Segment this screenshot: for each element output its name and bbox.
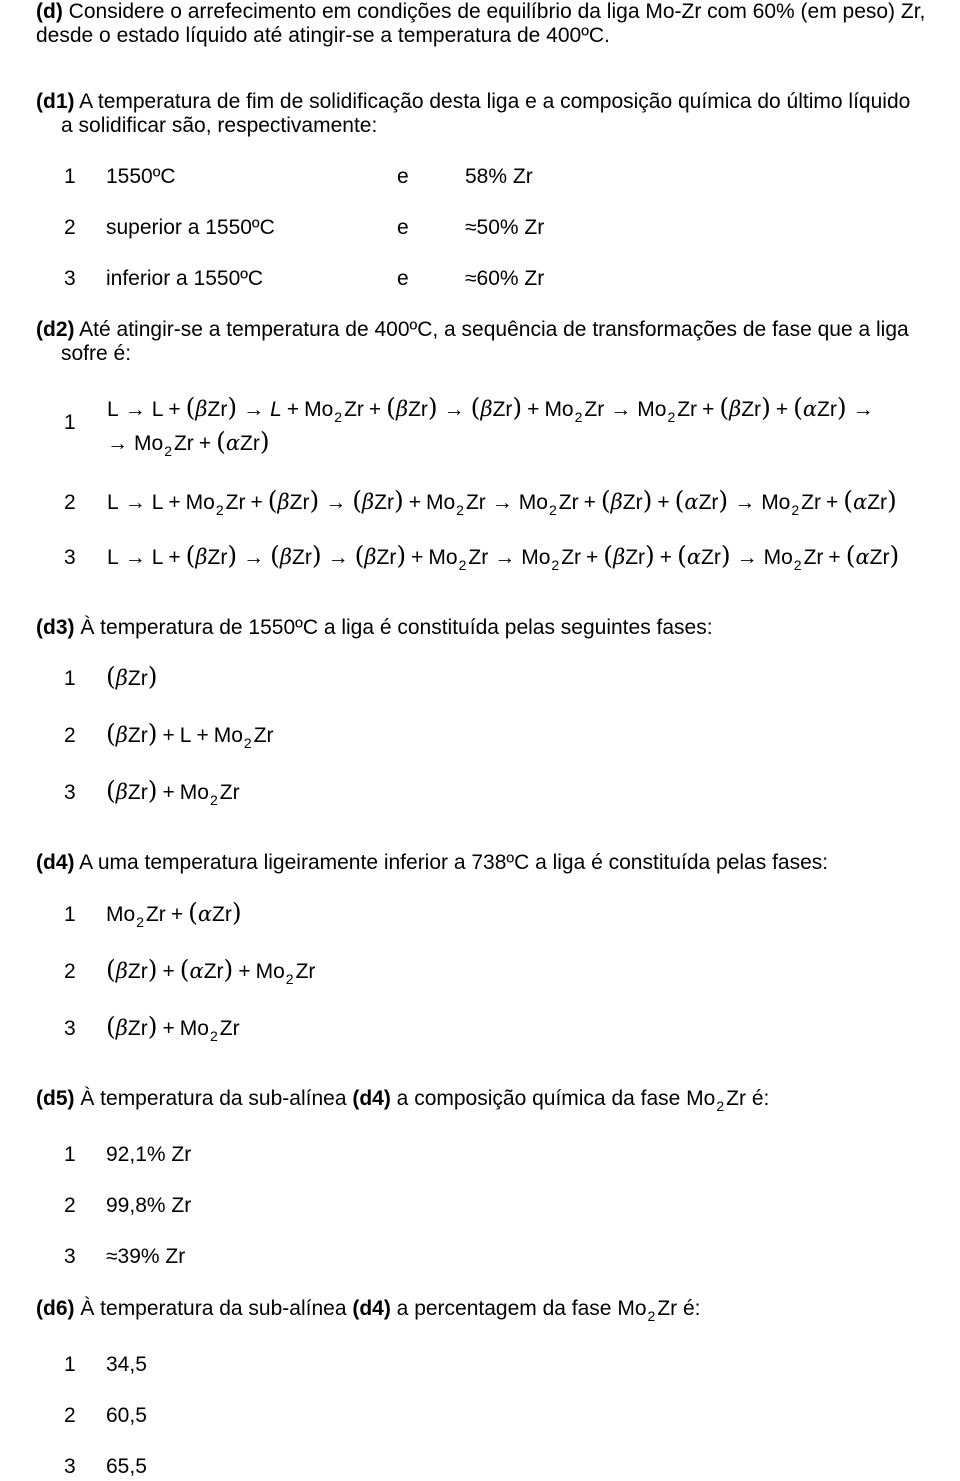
beta-symbol: β (480, 397, 493, 421)
zirconium-symbol: Zr (869, 546, 890, 569)
option-value: 65,5 (106, 1455, 147, 1478)
molybdenum-symbol: Mo (255, 960, 285, 983)
right-parenthesis: ) (147, 955, 158, 984)
arrow-icon: → (494, 546, 516, 569)
zirconium-symbol: Zr (465, 491, 486, 514)
d2-option-2-number[interactable]: 2 (64, 491, 76, 514)
molybdenum-symbol: Mo (617, 1297, 647, 1320)
right-parenthesis: ) (396, 541, 407, 570)
d6-question (36, 1297, 701, 1322)
zirconium-symbol: Zr (803, 546, 824, 569)
plus-sign: + (586, 546, 599, 569)
text-segment: À temperatura da sub-alínea (74, 1087, 353, 1110)
zirconium-symbol: Zr (212, 903, 232, 926)
beta-symbol: β (610, 490, 623, 514)
right-parenthesis: ) (231, 898, 242, 927)
text-segment: é: (677, 1297, 701, 1320)
alpha-symbol: α (802, 397, 818, 421)
liquid-symbol: L (270, 398, 282, 421)
molybdenum-symbol: Mo (761, 491, 791, 514)
right-parenthesis: ) (889, 541, 900, 570)
d2-option-3-sequence (107, 542, 899, 573)
text-segment: a percentagem da fase (390, 1297, 618, 1320)
left-parenthesis: ( (600, 486, 611, 515)
arrow-icon: → (124, 398, 146, 421)
arrow-icon: → (443, 398, 465, 421)
plus-sign: + (162, 781, 175, 804)
plus-sign: + (527, 398, 540, 421)
subscript-two: 2 (334, 409, 343, 425)
left-parenthesis: ( (843, 486, 854, 515)
option-number: 3 (64, 1245, 76, 1268)
molybdenum-symbol: Mo (179, 781, 209, 804)
right-parenthesis: ) (645, 541, 655, 570)
zirconium-symbol: Zr (207, 546, 228, 569)
beta-symbol: β (115, 780, 128, 804)
zirconium-symbol: Zr (240, 432, 260, 455)
option-value: 34,5 (106, 1353, 147, 1376)
d1-label: (d1) (36, 90, 75, 113)
left-parenthesis: ( (470, 393, 481, 422)
plus-sign: + (368, 398, 382, 421)
zirconium-symbol: Zr (698, 491, 719, 514)
arrow-icon: → (736, 546, 758, 569)
zirconium-symbol: Zr (468, 546, 489, 569)
zirconium-symbol: Zr (127, 960, 148, 983)
d2-option-3-number[interactable]: 3 (64, 546, 76, 569)
alpha-symbol: α (853, 490, 868, 514)
plus-sign: + (411, 546, 424, 569)
zirconium-symbol: Zr (561, 546, 582, 569)
option-composition: ≈50% Zr (465, 216, 545, 239)
right-parenthesis: ) (836, 393, 847, 422)
molybdenum-symbol: Mo (304, 398, 334, 421)
d5-label: (d5) (36, 1087, 75, 1110)
left-parenthesis: ( (386, 393, 396, 422)
beta-symbol: β (195, 545, 208, 569)
left-parenthesis: ( (845, 541, 856, 570)
arrow-icon: → (124, 491, 146, 514)
arrow-icon: → (734, 491, 756, 514)
left-parenthesis: ( (793, 393, 803, 422)
molybdenum-symbol: Mo (425, 491, 456, 514)
option-number: 2 (64, 1194, 76, 1217)
plus-sign: + (826, 491, 839, 514)
zirconium-symbol: Zr (344, 398, 364, 421)
arrow-icon: → (610, 398, 632, 421)
subscript-two: 2 (458, 557, 467, 573)
zirconium-symbol: Zr (817, 398, 837, 421)
subscript-two: 2 (574, 409, 583, 425)
d2-option-1-sequence-b (107, 428, 270, 459)
zirconium-symbol: Zr (726, 1087, 746, 1110)
zirconium-symbol: Zr (558, 491, 579, 514)
d3-option-2-phases (106, 720, 274, 751)
d4-label: (d4) (36, 851, 75, 874)
right-parenthesis: ) (147, 1012, 158, 1041)
right-parenthesis: ) (259, 427, 270, 456)
plus-sign: + (702, 398, 715, 421)
right-parenthesis: ) (227, 393, 238, 422)
plus-sign: + (238, 960, 251, 983)
left-parenthesis: ( (106, 1012, 116, 1041)
zirconium-symbol: Zr (203, 960, 224, 983)
right-parenthesis: ) (761, 393, 771, 422)
arrow-icon: → (243, 398, 265, 421)
question-d-line2: desde o estado líquido até atingir-se a temperatura de 400ºC. (36, 24, 610, 47)
plus-sign: + (162, 960, 175, 983)
right-parenthesis: ) (309, 486, 320, 515)
option-number: 1 (64, 1143, 76, 1166)
option-connector: e (397, 267, 409, 290)
left-parenthesis: ( (354, 541, 365, 570)
left-parenthesis: ( (188, 898, 198, 927)
d3-question (36, 616, 713, 640)
plus-sign: + (583, 491, 596, 514)
beta-symbol: β (361, 490, 375, 514)
option-number: 1 (64, 1353, 76, 1376)
liquid-symbol: L (151, 546, 164, 569)
question-label: (d) (36, 0, 63, 23)
zirconium-symbol: Zr (677, 398, 698, 421)
beta-symbol: β (364, 545, 377, 569)
zirconium-symbol: Zr (173, 432, 194, 455)
d6-label: (d6) (36, 1297, 75, 1320)
plus-sign: + (168, 398, 181, 421)
d5-reference: (d4) (352, 1087, 391, 1110)
arrow-icon: → (243, 546, 265, 569)
beta-symbol: β (195, 397, 208, 421)
d4-option-2-phases (106, 956, 315, 987)
left-parenthesis: ( (719, 393, 730, 422)
zirconium-symbol: Zr (219, 1017, 240, 1040)
zirconium-symbol: Zr (127, 1017, 148, 1040)
right-parenthesis: ) (147, 776, 158, 805)
arrow-icon: → (107, 432, 128, 455)
plus-sign: + (286, 398, 300, 421)
d5-question (36, 1087, 769, 1112)
option-number: 2 (64, 1404, 76, 1427)
option-temperature: 1550ºC (106, 165, 176, 188)
d3-option-1-phases (106, 663, 158, 693)
option-composition: ≈60% Zr (465, 267, 545, 290)
text-segment: é: (745, 1087, 770, 1110)
beta-symbol: β (395, 397, 409, 421)
plus-sign: + (162, 1017, 175, 1040)
left-parenthesis: ( (106, 776, 116, 805)
d1-line2: a solidificar são, respectivamente: (61, 114, 378, 137)
left-parenthesis: ( (674, 486, 685, 515)
zirconium-symbol: Zr (127, 667, 148, 690)
d3-option-3-number[interactable]: 3 (64, 781, 76, 804)
alpha-symbol: α (855, 545, 870, 569)
text-segment: À temperatura da sub-alínea (74, 1297, 353, 1320)
option-value: ≈39% Zr (106, 1245, 186, 1268)
d2-line1 (36, 318, 909, 342)
option-value: 60,5 (106, 1404, 147, 1427)
subscript-two: 2 (209, 1028, 218, 1044)
zirconium-symbol: Zr (622, 491, 643, 514)
zirconium-symbol: Zr (701, 546, 721, 569)
plus-sign: + (775, 398, 789, 421)
right-parenthesis: ) (223, 955, 234, 984)
plus-sign: + (196, 724, 209, 747)
d3-label: (d3) (36, 616, 75, 639)
option-connector: e (397, 216, 409, 239)
subscript-two: 2 (791, 502, 800, 518)
right-parenthesis: ) (227, 541, 238, 570)
d2-option-2-sequence (107, 487, 897, 518)
liquid-symbol: L (107, 491, 119, 514)
zirconium-symbol: Zr (127, 781, 148, 804)
option-number: 2 (64, 216, 76, 239)
d3-option-1-number[interactable]: 1 (64, 667, 76, 690)
option-value: 99,8% Zr (106, 1194, 192, 1217)
molybdenum-symbol: Mo (106, 903, 136, 926)
question-text: Considere o arrefecimento em condições de equilíbrio da liga Mo-Zr com 60% (em peso) Zr, (68, 0, 926, 23)
option-value: 92,1% Zr (106, 1143, 192, 1166)
liquid-symbol: L (107, 546, 119, 569)
beta-symbol: β (729, 397, 742, 421)
molybdenum-symbol: Mo (521, 546, 551, 569)
zirconium-symbol: Zr (376, 546, 397, 569)
d4-option-2-number[interactable]: 2 (64, 960, 76, 983)
d4-question (36, 851, 828, 875)
zirconium-symbol: Zr (625, 546, 646, 569)
d3-text: À temperatura de 1550ºC a liga é constituída pelas seguintes fases: (74, 616, 713, 639)
d2-line2: sofre é: (61, 342, 132, 365)
zirconium-symbol: Zr (867, 491, 888, 514)
right-parenthesis: ) (512, 393, 523, 422)
left-parenthesis: ( (106, 662, 116, 691)
subscript-two: 2 (243, 735, 252, 751)
subscript-two: 2 (667, 409, 676, 425)
liquid-symbol: L (151, 491, 164, 514)
plus-sign: + (162, 724, 175, 747)
d4-text: A uma temperatura ligeiramente inferior a 738ºC a liga é constituída pelas fases: (74, 851, 829, 874)
molybdenum-symbol: Mo (134, 432, 164, 455)
right-parenthesis: ) (642, 486, 653, 515)
zirconium-symbol: Zr (584, 398, 605, 421)
alpha-symbol: α (686, 545, 702, 569)
zirconium-symbol: Zr (741, 398, 762, 421)
left-parenthesis: ( (603, 541, 614, 570)
subscript-two: 2 (551, 557, 560, 573)
option-temperature: superior a 1550ºC (106, 216, 275, 239)
d3-option-2-number[interactable]: 2 (64, 724, 76, 747)
left-parenthesis: ( (179, 955, 190, 984)
molybdenum-symbol: Mo (544, 398, 574, 421)
plus-sign: + (250, 491, 263, 514)
zirconium-symbol: Zr (657, 1297, 678, 1320)
zirconium-symbol: Zr (253, 724, 274, 747)
option-temperature: inferior a 1550ºC (106, 267, 264, 290)
beta-symbol: β (115, 666, 128, 690)
arrow-icon: → (491, 491, 513, 514)
option-connector: e (397, 165, 409, 188)
plus-sign: + (657, 491, 670, 514)
alpha-symbol: α (189, 959, 204, 983)
zirconium-symbol: Zr (207, 398, 228, 421)
molybdenum-symbol: Mo (428, 546, 458, 569)
zirconium-symbol: Zr (374, 491, 394, 514)
d2-option-1-sequence-a (107, 394, 880, 425)
left-parenthesis: ( (352, 486, 362, 515)
arrow-icon: → (327, 546, 349, 569)
d4-option-1-number[interactable]: 1 (64, 903, 76, 926)
subscript-two: 2 (793, 557, 802, 573)
molybdenum-symbol: Mo (213, 724, 243, 747)
d6-reference: (d4) (352, 1297, 391, 1320)
plus-sign: + (408, 491, 421, 514)
zirconium-symbol: Zr (145, 903, 166, 926)
liquid-symbol: L (179, 724, 192, 747)
arrow-icon: → (325, 491, 347, 514)
zirconium-symbol: Zr (225, 491, 246, 514)
subscript-two: 2 (215, 502, 224, 518)
liquid-symbol: L (151, 398, 164, 421)
left-parenthesis: ( (106, 955, 116, 984)
subscript-two: 2 (456, 502, 464, 518)
subscript-two: 2 (285, 971, 294, 987)
subscript-two: 2 (209, 792, 218, 808)
molybdenum-symbol: Mo (686, 1087, 716, 1110)
plus-sign: + (168, 491, 181, 514)
option-number: 1 (64, 165, 76, 188)
beta-symbol: β (279, 545, 293, 569)
plus-sign: + (168, 546, 181, 569)
subscript-two: 2 (136, 914, 144, 930)
beta-symbol: β (613, 545, 626, 569)
text-segment: a composição química da fase (390, 1087, 687, 1110)
beta-symbol: β (115, 723, 128, 747)
plus-sign: + (198, 432, 212, 455)
option-number: 3 (64, 267, 76, 290)
question-d-line1 (36, 0, 925, 24)
molybdenum-symbol: Mo (185, 491, 215, 514)
right-parenthesis: ) (427, 393, 438, 422)
d4-option-1-phases (106, 899, 242, 930)
d1-line1 (36, 90, 910, 114)
alpha-symbol: α (684, 490, 699, 514)
d3-option-3-phases (106, 777, 240, 808)
molybdenum-symbol: Mo (518, 491, 548, 514)
molybdenum-symbol: Mo (637, 398, 667, 421)
left-parenthesis: ( (216, 427, 226, 456)
left-parenthesis: ( (267, 486, 278, 515)
alpha-symbol: α (197, 902, 213, 926)
zirconium-symbol: Zr (219, 781, 240, 804)
beta-symbol: β (115, 1016, 128, 1040)
left-parenthesis: ( (270, 541, 280, 570)
alpha-symbol: α (225, 431, 241, 455)
right-parenthesis: ) (393, 486, 404, 515)
right-parenthesis: ) (720, 541, 731, 570)
beta-symbol: β (115, 959, 128, 983)
subscript-two: 2 (716, 1098, 725, 1114)
d4-option-3-number[interactable]: 3 (64, 1017, 76, 1040)
beta-symbol: β (277, 490, 290, 514)
plus-sign: + (828, 546, 841, 569)
option-composition: 58% Zr (465, 165, 533, 188)
plus-sign: + (170, 903, 184, 926)
plus-sign: + (659, 546, 673, 569)
zirconium-symbol: Zr (801, 491, 821, 514)
zirconium-symbol: Zr (289, 491, 310, 514)
d1-text: A temperatura de fim de solidificação desta liga e a composição química do último líquido (74, 90, 911, 113)
right-parenthesis: ) (887, 486, 897, 515)
molybdenum-symbol: Mo (179, 1017, 209, 1040)
molybdenum-symbol: Mo (763, 546, 793, 569)
subscript-two: 2 (647, 1308, 656, 1324)
right-parenthesis: ) (718, 486, 729, 515)
right-parenthesis: ) (311, 541, 322, 570)
zirconium-symbol: Zr (492, 398, 513, 421)
d2-label: (d2) (36, 318, 75, 341)
zirconium-symbol: Zr (127, 724, 148, 747)
arrow-icon: → (852, 398, 874, 421)
left-parenthesis: ( (677, 541, 687, 570)
right-parenthesis: ) (147, 662, 158, 691)
right-parenthesis: ) (147, 719, 158, 748)
arrow-icon: → (124, 546, 146, 569)
subscript-two: 2 (548, 502, 557, 518)
d4-option-3-phases (106, 1013, 240, 1044)
d2-text: Até atingir-se a temperatura de 400ºC, a sequência de transformações de fase que a liga (74, 318, 909, 341)
left-parenthesis: ( (185, 393, 196, 422)
left-parenthesis: ( (185, 541, 196, 570)
left-parenthesis: ( (106, 719, 116, 748)
zirconium-symbol: Zr (292, 546, 312, 569)
subscript-two: 2 (164, 443, 172, 459)
zirconium-symbol: Zr (408, 398, 428, 421)
d2-option-1-number[interactable]: 1 (64, 411, 76, 434)
option-number: 3 (64, 1455, 76, 1478)
liquid-symbol: L (107, 398, 119, 421)
zirconium-symbol: Zr (295, 960, 316, 983)
